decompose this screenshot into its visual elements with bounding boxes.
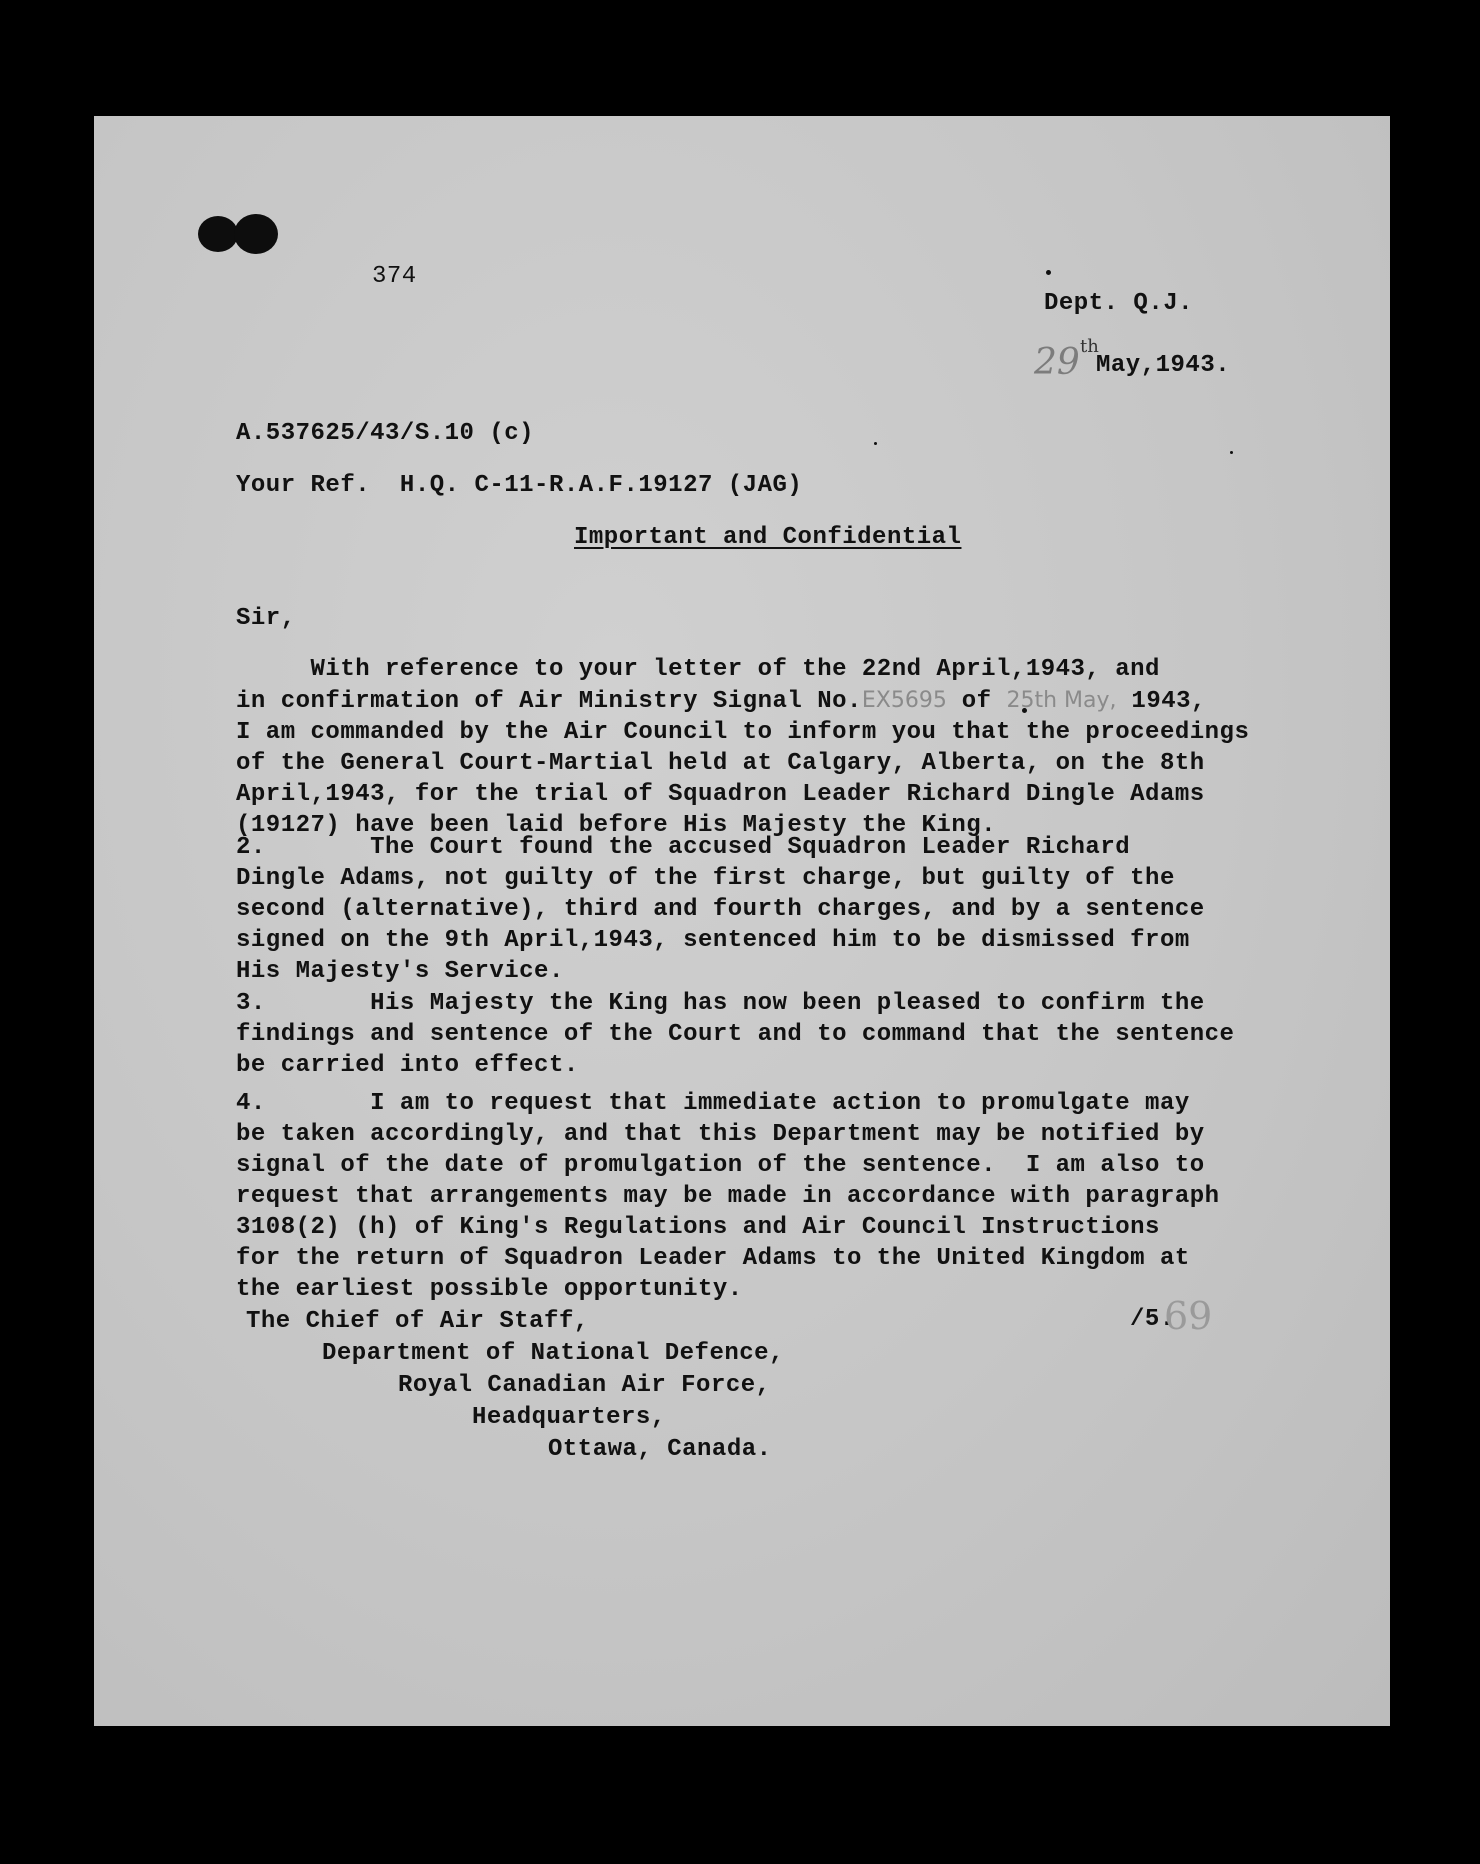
paragraph-2-line: His Majesty's Service. — [236, 958, 564, 985]
salutation: Sir, — [236, 605, 296, 632]
reference-number: A.537625/43/S.10 (c) — [236, 420, 535, 447]
paragraph-1 — [236, 654, 1249, 841]
subject-heading: Important and Confidential — [574, 524, 962, 551]
paragraph-4-line: request that arrangements may be made in accordance with paragraph — [236, 1183, 1220, 1210]
paragraph-1-line: (19127) have been laid before His Majesty the King. — [236, 812, 997, 839]
date-month-year: May,1943. — [1096, 352, 1231, 379]
date-day-handwritten: 29 — [1034, 342, 1080, 383]
addressee-line: The Chief of Air Staff, — [246, 1308, 589, 1335]
paragraph-3-line: 3. His Majesty the King has now been pleased to confirm the — [236, 990, 1205, 1017]
paragraph-2-line: signed on the 9th April,1943, sentenced him to be dismissed from — [236, 927, 1190, 954]
date-day-suffix: th — [1080, 336, 1099, 357]
letter-page — [94, 116, 1390, 1726]
paragraph-1-line: I am commanded by the Air Council to inform you that the proceedings — [236, 719, 1250, 746]
paragraph-4 — [236, 1088, 1220, 1305]
speck — [1046, 270, 1051, 275]
paragraph-1-line: With reference to your letter of the 22nd April,1943, and — [236, 656, 1160, 683]
department: Dept. Q.J. — [1044, 290, 1194, 317]
addressee-line: Royal Canadian Air Force, — [398, 1372, 771, 1399]
file-number: 374 — [372, 263, 417, 290]
addressee-line: Ottawa, Canada. — [548, 1436, 772, 1463]
addressee-line: Headquarters, — [472, 1404, 666, 1431]
letter-date — [1034, 336, 1294, 390]
paragraph-4-line: be taken accordingly, and that this Department may be notified by — [236, 1121, 1205, 1148]
addressee-line: Department of National Defence, — [322, 1340, 784, 1367]
paragraph-4-line: signal of the date of promulgation of the sentence. I am also to — [236, 1152, 1205, 1179]
signal-number: EX5695 — [861, 688, 947, 713]
signal-date: 25th May, — [1006, 688, 1117, 713]
paragraph-3-line: findings and sentence of the Court and to command that the sentence — [236, 1021, 1235, 1048]
paragraph-4-line: 4. I am to request that immediate action to promulgate may — [236, 1090, 1190, 1117]
paragraph-2 — [236, 832, 1205, 987]
signal-line-post: 1943, — [1116, 688, 1206, 715]
paragraph-3 — [236, 988, 1234, 1081]
folio-typed: /5. — [1130, 1306, 1175, 1333]
paragraph-1-line: April,1943, for the trial of Squadron Leader Richard Dingle Adams — [236, 781, 1205, 808]
paragraph-3-line: be carried into effect. — [236, 1052, 579, 1079]
speck — [1230, 451, 1233, 454]
paragraph-2-line: Dingle Adams, not guilty of the first charge, but guilty of the — [236, 865, 1175, 892]
folio-handwritten: 69 — [1164, 1294, 1213, 1338]
signal-line-mid: of — [946, 688, 1007, 715]
addressee-block — [246, 1306, 846, 1566]
paragraph-4-line: 3108(2) (h) of King's Regulations and Air Council Instructions — [236, 1214, 1160, 1241]
signal-line-pre: in confirmation of Air Ministry Signal No. — [236, 688, 862, 715]
paragraph-2-line: second (alternative), third and fourth charges, and by a sentence — [236, 896, 1205, 923]
paragraph-1-line: of the General Court-Martial held at Calgary, Alberta, on the 8th — [236, 750, 1205, 777]
your-reference: Your Ref. H.Q. C-11-R.A.F.19127 (JAG) — [236, 472, 803, 499]
paragraph-2-line: 2. The Court found the accused Squadron Leader Richard — [236, 834, 1131, 861]
paragraph-4-line: for the return of Squadron Leader Adams to the United Kingdom at — [236, 1245, 1190, 1272]
punch-hole-right — [234, 214, 278, 254]
folio-mark — [1130, 1294, 1240, 1344]
speck — [874, 442, 877, 445]
paragraph-1-line — [236, 685, 1249, 717]
paragraph-4-line: the earliest possible opportunity. — [236, 1276, 743, 1303]
